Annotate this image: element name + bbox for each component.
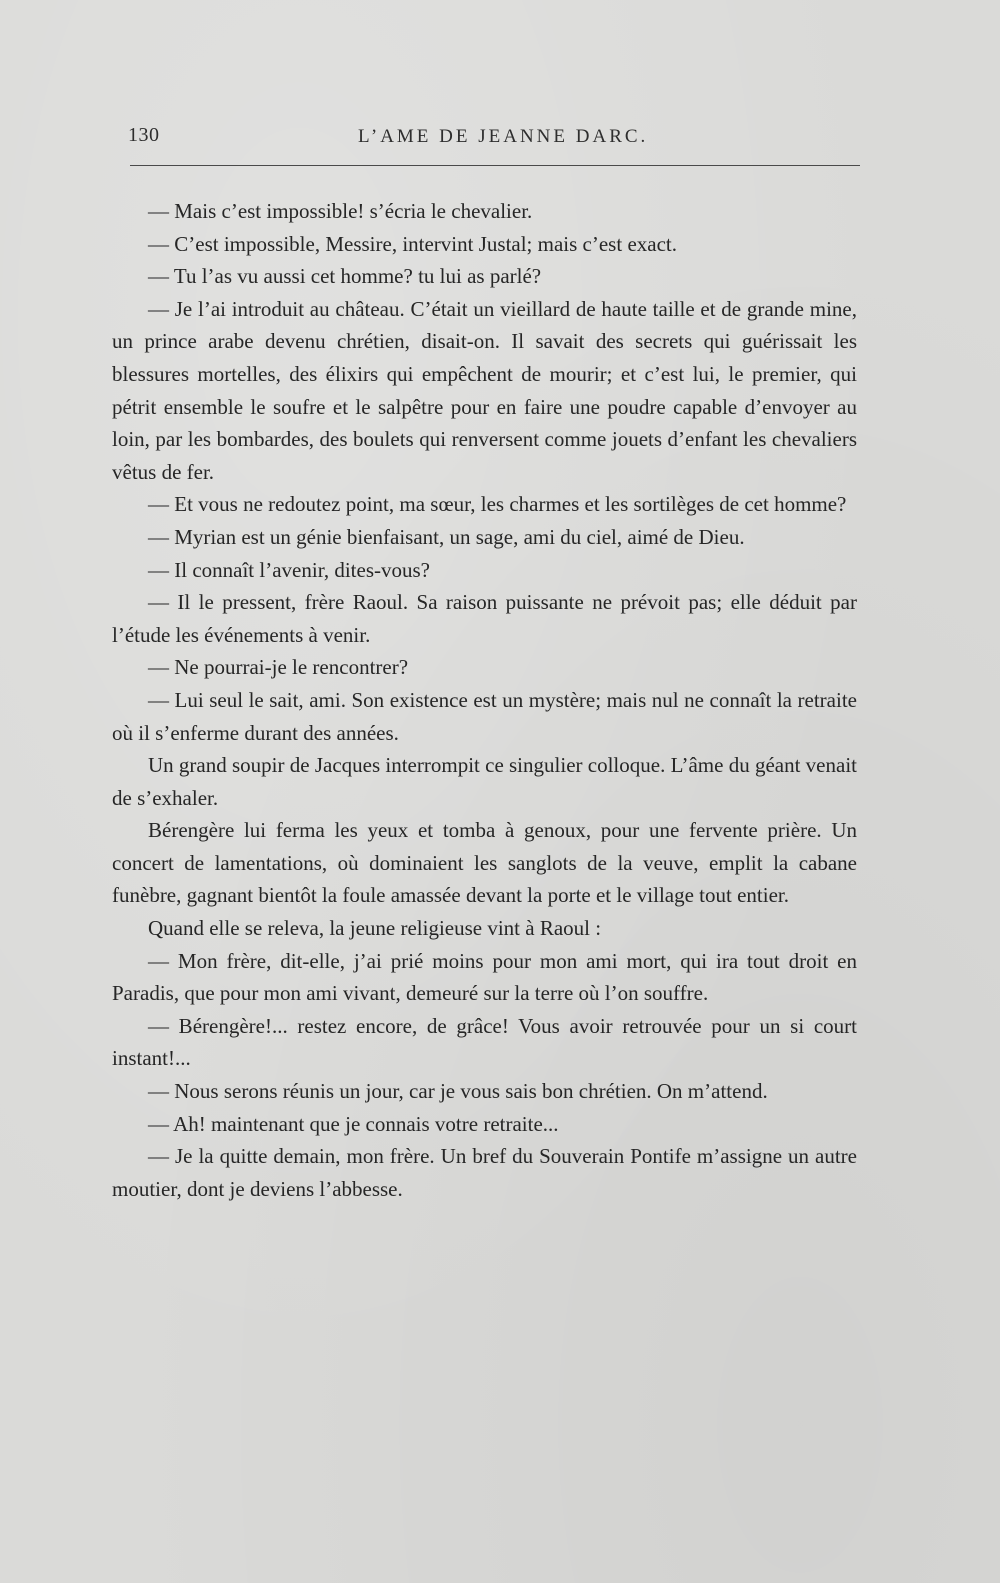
paragraph: Un grand soupir de Jacques interrompit ce singulier colloque. L’âme du géant venait de s’exhaler. (112, 753, 857, 810)
running-head (128, 124, 858, 154)
paragraph: — Myrian est un génie bienfaisant, un sage, ami du ciel, aimé de Dieu. (148, 524, 745, 549)
paragraph: — Nous serons réunis un jour, car je vous sais bon chrétien. On m’attend. (148, 1079, 768, 1104)
paragraph: — Mais c’est impossible! s’écria le chevalier. (148, 199, 533, 223)
paragraph: — Ne pourrai-je le rencontrer? (148, 655, 409, 680)
paragraph: — Il connaît l’avenir, dites-vous? (148, 557, 430, 582)
paragraph: Quand elle se releva, la jeune religieuse vint à Raoul : (148, 916, 602, 941)
paragraph: — Et vous ne redoutez point, ma sœur, les charmes et les sortilèges de cet homme? (148, 492, 847, 517)
paragraph: Bérengère lui ferma les yeux et tomba à genoux, pour une fervente prière. Un concert de lamentations, où dominaient les sanglots de la veuve, emplit la cabane funèbre, gagnant bientôt la foule amassée devant la porte et le village tout entier. (112, 818, 857, 908)
paragraph: — Tu l’as vu aussi cet homme? tu lui as parlé? (148, 264, 542, 289)
paragraph: — Je l’ai introduit au château. C’était un vieillard de haute taille et de grande mine, un prince arabe devenu chrétien, disait-on. Il savait des secrets qui guérissait les blessures mortelles, des élixirs qui empêchent de mourir; et c’est lui, le premier, qui pétrit ensemble le soufre et le salpêtre pour en faire une poudre capable d’envoyer au loin, par les bombardes, des boulets qui renversent comme jouets d’enfant les chevaliers vêtus de fer. (112, 296, 857, 484)
paragraph: — Bérengère!... restez encore, de grâce! Vous avoir retrouvée pour un si court instant!... (112, 1013, 857, 1071)
paragraph: — C’est impossible, Messire, intervint Justal; mais c’est exact. (148, 231, 677, 256)
body-text (112, 195, 857, 1205)
paragraph: — Ah! maintenant que je connais votre retraite... (148, 1111, 559, 1136)
header-rule (130, 165, 860, 166)
paragraph: — Lui seul le sait, ami. Son existence est un mystère; mais nul ne connaît la retraite où il s’enferme durant des années. (112, 687, 857, 745)
paragraph: — Mon frère, dit-elle, j’ai prié moins pour mon ami mort, qui ira tout droit en Paradis, que pour mon ami vivant, demeuré sur la terre où l’on souffre. (112, 948, 857, 1006)
running-title: L’AME DE JEANNE DARC. (358, 126, 649, 147)
paragraph: — Il le pressent, frère Raoul. Sa raison puissante ne prévoit pas; elle déduit par l’étude les événements à venir. (112, 590, 857, 647)
paragraph: — Je la quitte demain, mon frère. Un bref du Souverain Pontife m’assigne un autre moutier, dont je deviens l’abbesse. (112, 1144, 857, 1201)
page-number: 130 (128, 124, 160, 146)
